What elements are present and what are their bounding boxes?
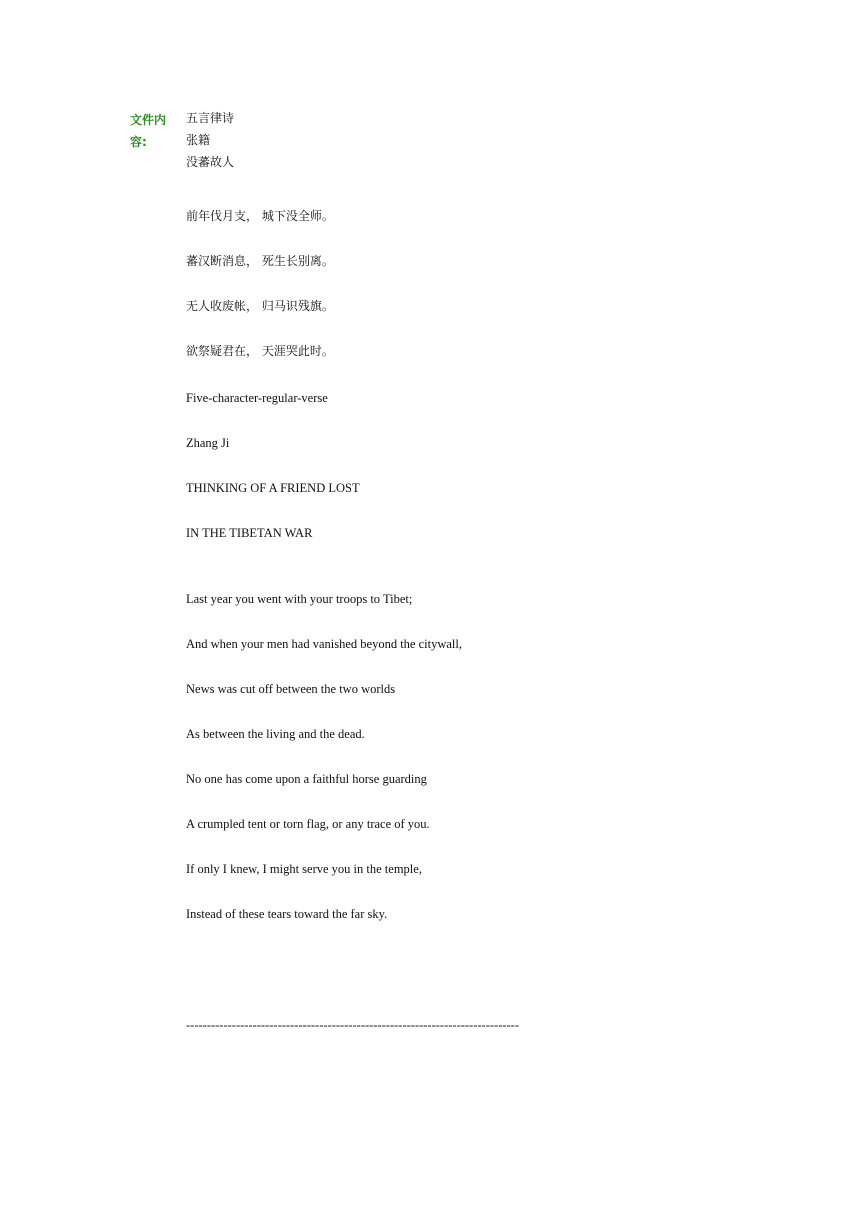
poem-line-en: As between the living and the dead. <box>186 727 365 741</box>
poem-line-en: Instead of these tears toward the far sky. <box>186 907 388 921</box>
poem-author-en: Zhang Ji <box>186 436 230 450</box>
poem-form-cn: 五言律诗 <box>186 111 235 125</box>
poem-line-cn: 前年伐月支， 城下没全师。 <box>186 209 334 223</box>
poem-line-cn: 蕃汉断消息， 死生长别离。 <box>186 254 334 268</box>
poem-author-cn: 张籍 <box>186 133 211 147</box>
poem-title-en-line2: IN THE TIBETAN WAR <box>186 526 313 540</box>
poem-line-en: If only I knew, I might serve you in the temple, <box>186 862 422 876</box>
poem-line-cn: 无人收废帐， 归马识残旗。 <box>186 299 334 313</box>
poem-title-cn: 没蕃故人 <box>186 155 235 169</box>
poem-line-en: Last year you went with your troops to Tibet; <box>186 592 413 606</box>
content-label: 文件内容: <box>130 113 167 149</box>
poem-line-en: No one has come upon a faithful horse guarding <box>186 772 427 786</box>
poem-form-en: Five-character-regular-verse <box>186 391 328 405</box>
divider: -------------------------------------------------------------------------------- <box>186 1018 520 1032</box>
poem-line-en: And when your men had vanished beyond the citywall, <box>186 637 462 651</box>
poem-title-en-line1: THINKING OF A FRIEND LOST <box>186 481 360 495</box>
poem-line-cn: 欲祭疑君在， 天涯哭此时。 <box>186 344 334 358</box>
poem-line-en: A crumpled tent or torn flag, or any trace of you. <box>186 817 430 831</box>
poem-line-en: News was cut off between the two worlds <box>186 682 396 696</box>
